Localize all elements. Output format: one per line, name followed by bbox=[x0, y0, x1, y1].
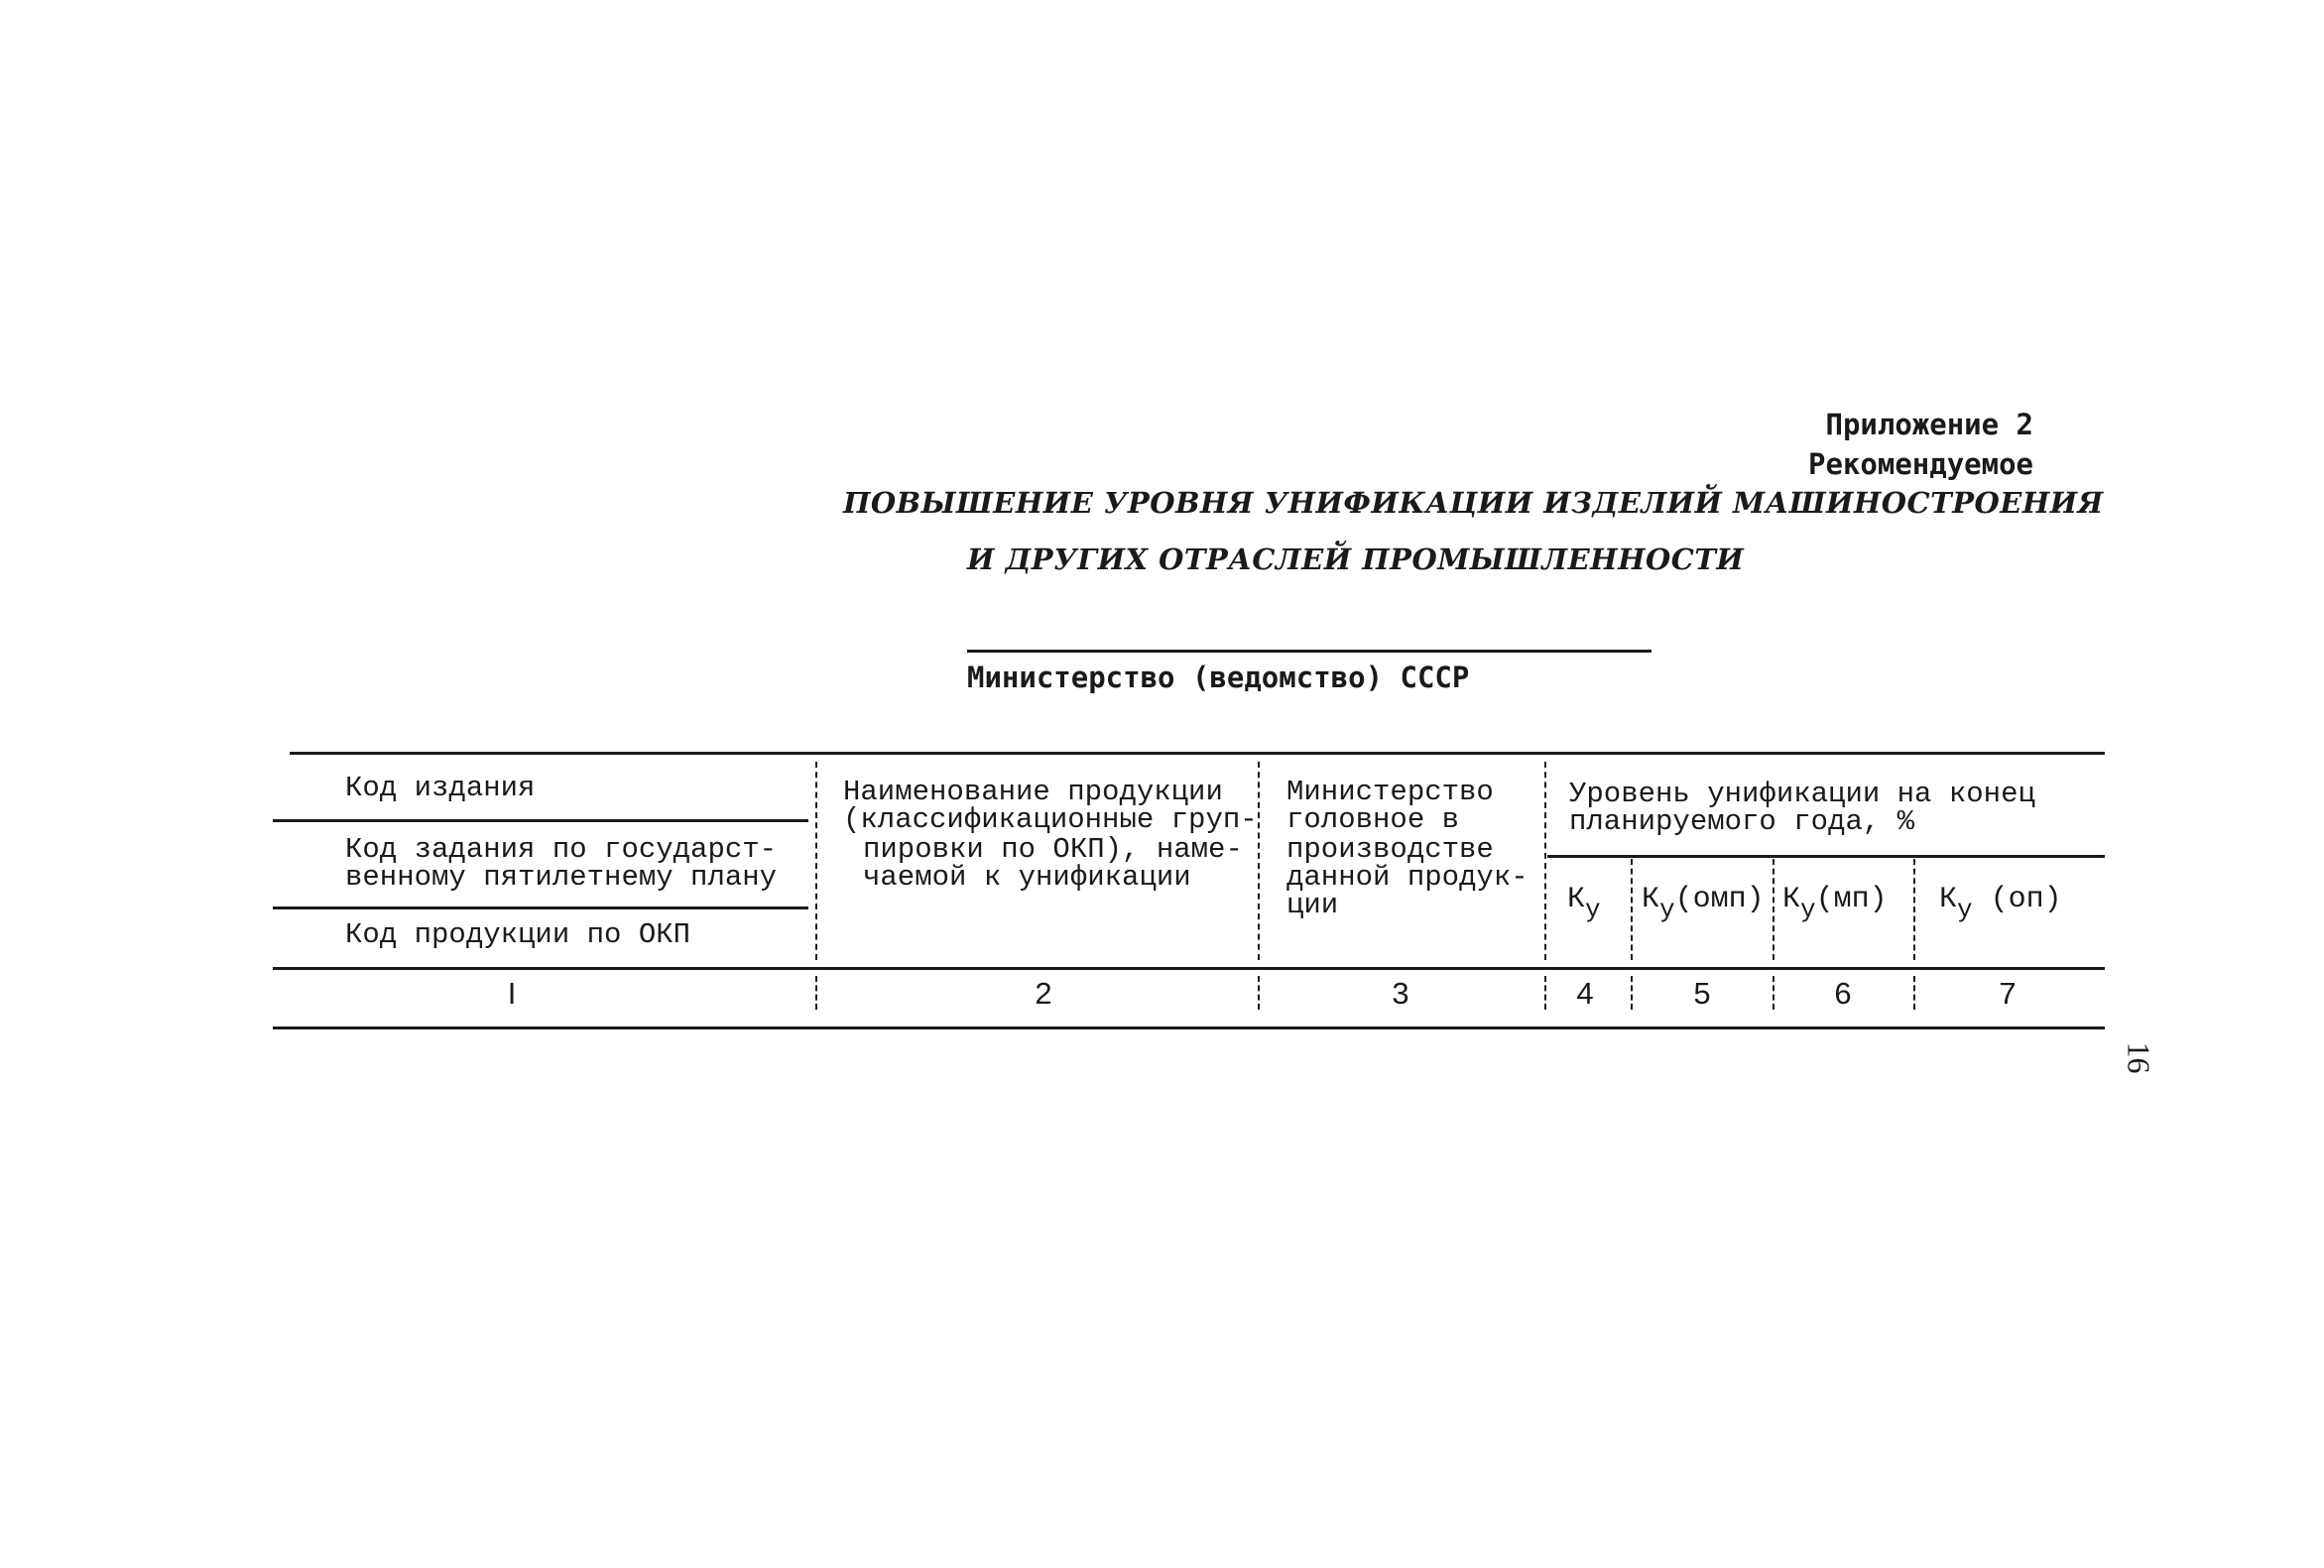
num-separator-5 bbox=[1773, 976, 1774, 1010]
column-number-6: 6 bbox=[1834, 976, 1852, 1011]
col1-row2-rule bbox=[273, 906, 808, 909]
appendix-number: Приложение 2 bbox=[1825, 408, 2033, 441]
level-subheader-rule bbox=[1547, 855, 2105, 858]
col2-line-3: пировки по ОКП), наме- bbox=[863, 833, 1243, 866]
level-separator-3 bbox=[1913, 859, 1915, 960]
column-number-4: 4 bbox=[1576, 976, 1594, 1011]
level-ku: $К_у$ bbox=[1567, 883, 1601, 924]
column-number-5: 5 bbox=[1693, 976, 1711, 1011]
column-number-7: 7 bbox=[1999, 976, 2017, 1011]
col3-line-2: головное в bbox=[1286, 803, 1460, 836]
level-ku-omp: $К_у(омп)$ bbox=[1642, 883, 1765, 924]
col4-header-line-2: планируемого года, % bbox=[1569, 805, 1915, 838]
col1-row1-rule bbox=[273, 819, 808, 822]
column-number-2: 2 bbox=[1035, 976, 1052, 1011]
col1-task-code-line-2: венному пятилетнему плану bbox=[345, 861, 778, 894]
col3-line-1: Министерство bbox=[1286, 776, 1494, 808]
document-title-line-2: И ДРУГИХ ОТРАСЛЕЙ ПРОМЫШЛЕННОСТИ bbox=[967, 543, 1745, 576]
level-ku-mp: $К_у(мп)$ bbox=[1782, 883, 1888, 924]
table-header-bottom-rule bbox=[273, 967, 2105, 970]
col2-line-4: чаемой к унификации bbox=[863, 861, 1191, 894]
ministry-fill-line bbox=[967, 650, 1651, 653]
col1-task-code-line-1: Код задания по государст- bbox=[345, 833, 778, 866]
document-title-line-1: ПОВЫШЕНИЕ УРОВНЯ УНИФИКАЦИИ ИЗДЕЛИЙ МАШИНОСТРОЕНИЯ bbox=[843, 486, 2104, 520]
num-separator-3 bbox=[1544, 976, 1546, 1010]
col-separator-1 bbox=[815, 762, 817, 960]
level-ku-op: $К_у$ (оп) bbox=[1939, 883, 2062, 924]
col3-line-3: производстве bbox=[1286, 833, 1494, 866]
col1-edition-code: Код издания bbox=[345, 772, 536, 804]
num-separator-2 bbox=[1258, 976, 1260, 1010]
num-separator-1 bbox=[815, 976, 817, 1010]
page-number: 16 bbox=[2121, 1041, 2157, 1074]
col4-header-line-1: Уровень унификации на конец bbox=[1569, 778, 2035, 810]
appendix-header bbox=[1775, 405, 2033, 484]
col3-line-5: ции bbox=[1286, 889, 1339, 921]
column-number-3: 3 bbox=[1392, 976, 1409, 1011]
level-separator-2 bbox=[1773, 859, 1774, 960]
col-separator-3 bbox=[1544, 762, 1546, 960]
col2-line-1: Наименование продукции bbox=[843, 776, 1223, 808]
ministry-label: Министерство (ведомство) СССР bbox=[967, 661, 1470, 694]
col2-line-2: (классификационные груп- bbox=[843, 803, 1258, 836]
table-top-rule bbox=[290, 752, 2105, 755]
num-separator-4 bbox=[1631, 976, 1633, 1010]
num-separator-6 bbox=[1913, 976, 1915, 1010]
appendix-status: Рекомендуемое bbox=[1808, 447, 2033, 481]
col1-product-code: Код продукции по ОКП bbox=[345, 918, 691, 951]
table-bottom-rule bbox=[273, 1026, 2105, 1029]
column-number-1: I bbox=[507, 976, 517, 1011]
level-separator-1 bbox=[1631, 859, 1633, 960]
col-separator-2 bbox=[1258, 762, 1260, 960]
col3-line-4: данной продук- bbox=[1286, 861, 1529, 894]
